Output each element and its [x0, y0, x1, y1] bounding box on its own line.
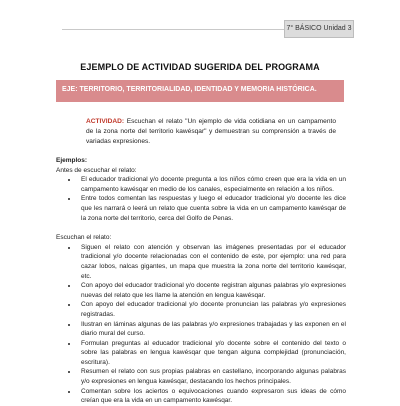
grade-unit-badge: 7° BÁSICO Unidad 3	[284, 20, 354, 38]
list-item: • Entre todos comentan las respuestas y luego el educador tradicional y/o docente les dice que les narrará o leerá un relato que cuenta sobre la vida en un campamento kawésqar de la zona norte del territorio, cerca del Golfo de Penas.	[78, 194, 346, 223]
listen-heading: Escuchan el relato:	[56, 234, 112, 242]
list-item: • Con apoyo del educador tradicional y/o docente registran algunas palabras y/o expresiones nuevas del relato que les llame la atención en lengua kawésqar.	[78, 281, 346, 300]
header-rule	[62, 29, 284, 30]
list-item: • Siguen el relato con atención y observan las imágenes presentadas por el educador tradicional y/o docente relacionadas con el contenido de este, por ejemplo: una red para cazar lobos, nalcas gigantes, un mapa que muestra la zona norte del territorio kawésqar, etc.	[78, 243, 346, 281]
listen-list	[56, 243, 346, 406]
list-item: • Formulan preguntas al educador tradicional y/o docente sobre el contenido del texto o sobre las palabras en lengua kawésqar que tengan alguna complejidad (pronunciación, escritura).	[78, 339, 346, 368]
examples-heading: Ejemplos:	[56, 157, 88, 164]
examples-section	[56, 156, 346, 406]
page-title: EJEMPLO DE ACTIVIDAD SUGERIDA DEL PROGRAMA	[80, 62, 320, 72]
axis-label: EJE: TERRITORIO, TERRITORIALIDAD, IDENTIDAD Y MEMORIA HISTÓRICA.	[62, 86, 317, 93]
header-bar	[0, 20, 400, 38]
activity-text: Escuchan el relato "Un ejemplo de vida cotidiana en un campamento de la zona norte del territorio kawésqar" y demuestran su comprensión a través de variadas expresiones.	[86, 118, 336, 145]
activity-paragraph	[86, 117, 336, 147]
list-item: • Comentan sobre los aciertos o equivocaciones cuando expresaron sus ideas de cómo creían que era la vida en un campamento kawésqar.	[78, 387, 346, 406]
list-item: • El educador tradicional y/o docente pregunta a los niños cómo creen que era la vida en un campamento kawésqar en medio de los canales, especialmente en relación a los niños.	[78, 175, 346, 194]
list-item: • Ilustran en láminas algunas de las palabras y/o expresiones trabajadas y las exponen en el diario mural del curso.	[78, 320, 346, 339]
before-list	[56, 175, 346, 223]
before-heading: Antes de escuchar el relato:	[56, 166, 137, 174]
list-item: • Con apoyo del educador tradicional y/o docente pronuncian las palabras y/o expresiones registradas.	[78, 300, 346, 319]
activity-label: ACTIVIDAD:	[86, 118, 125, 125]
list-item: • Resumen el relato con sus propias palabras en castellano, incorporando algunas palabras y/o expresiones en lengua kawésqar, destacando los hechos principales.	[78, 367, 346, 386]
axis-banner	[56, 80, 344, 102]
